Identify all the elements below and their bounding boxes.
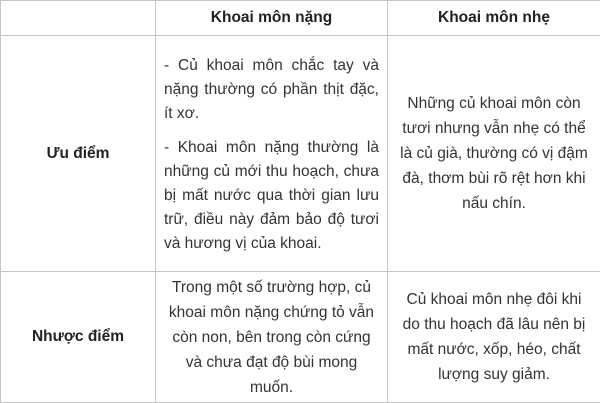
row-label-disadvantages: Nhược điểm <box>1 272 156 403</box>
advantages-heavy-cell <box>156 36 388 272</box>
advantages-heavy-point-1: - Củ khoai môn chắc tay và nặng thường có phần thịt đặc, ít xơ. <box>164 54 379 126</box>
disadvantages-light-cell: Củ khoai môn nhẹ đôi khi do thu hoạch đã lâu nên bị mất nước, xốp, héo, chất lượng suy giảm. <box>388 272 600 403</box>
advantages-heavy-point-2: - Khoai môn nặng thường là những củ mới thu hoạch, chưa bị mất nước qua thời gian lưu trữ, điều này đảm bảo độ tươi và hương vị của khoai. <box>164 136 379 256</box>
row-label-advantages: Ưu điểm <box>1 36 156 272</box>
table-row-advantages <box>1 36 600 272</box>
table-row-disadvantages <box>1 272 600 403</box>
header-row <box>1 1 600 36</box>
header-light-taro: Khoai môn nhẹ <box>388 1 600 36</box>
advantages-light-cell: Những củ khoai môn còn tươi nhưng vẫn nhẹ có thể là củ già, thường có vị đậm đà, thơm bùi rõ rệt hơn khi nấu chín. <box>388 36 600 272</box>
header-corner-cell <box>1 1 156 36</box>
header-heavy-taro: Khoai môn nặng <box>156 1 388 36</box>
disadvantages-heavy-cell: Trong một số trường hợp, củ khoai môn nặng chứng tỏ vẫn còn non, bên trong còn cứng và chưa đạt độ bùi mong muốn. <box>156 272 388 403</box>
